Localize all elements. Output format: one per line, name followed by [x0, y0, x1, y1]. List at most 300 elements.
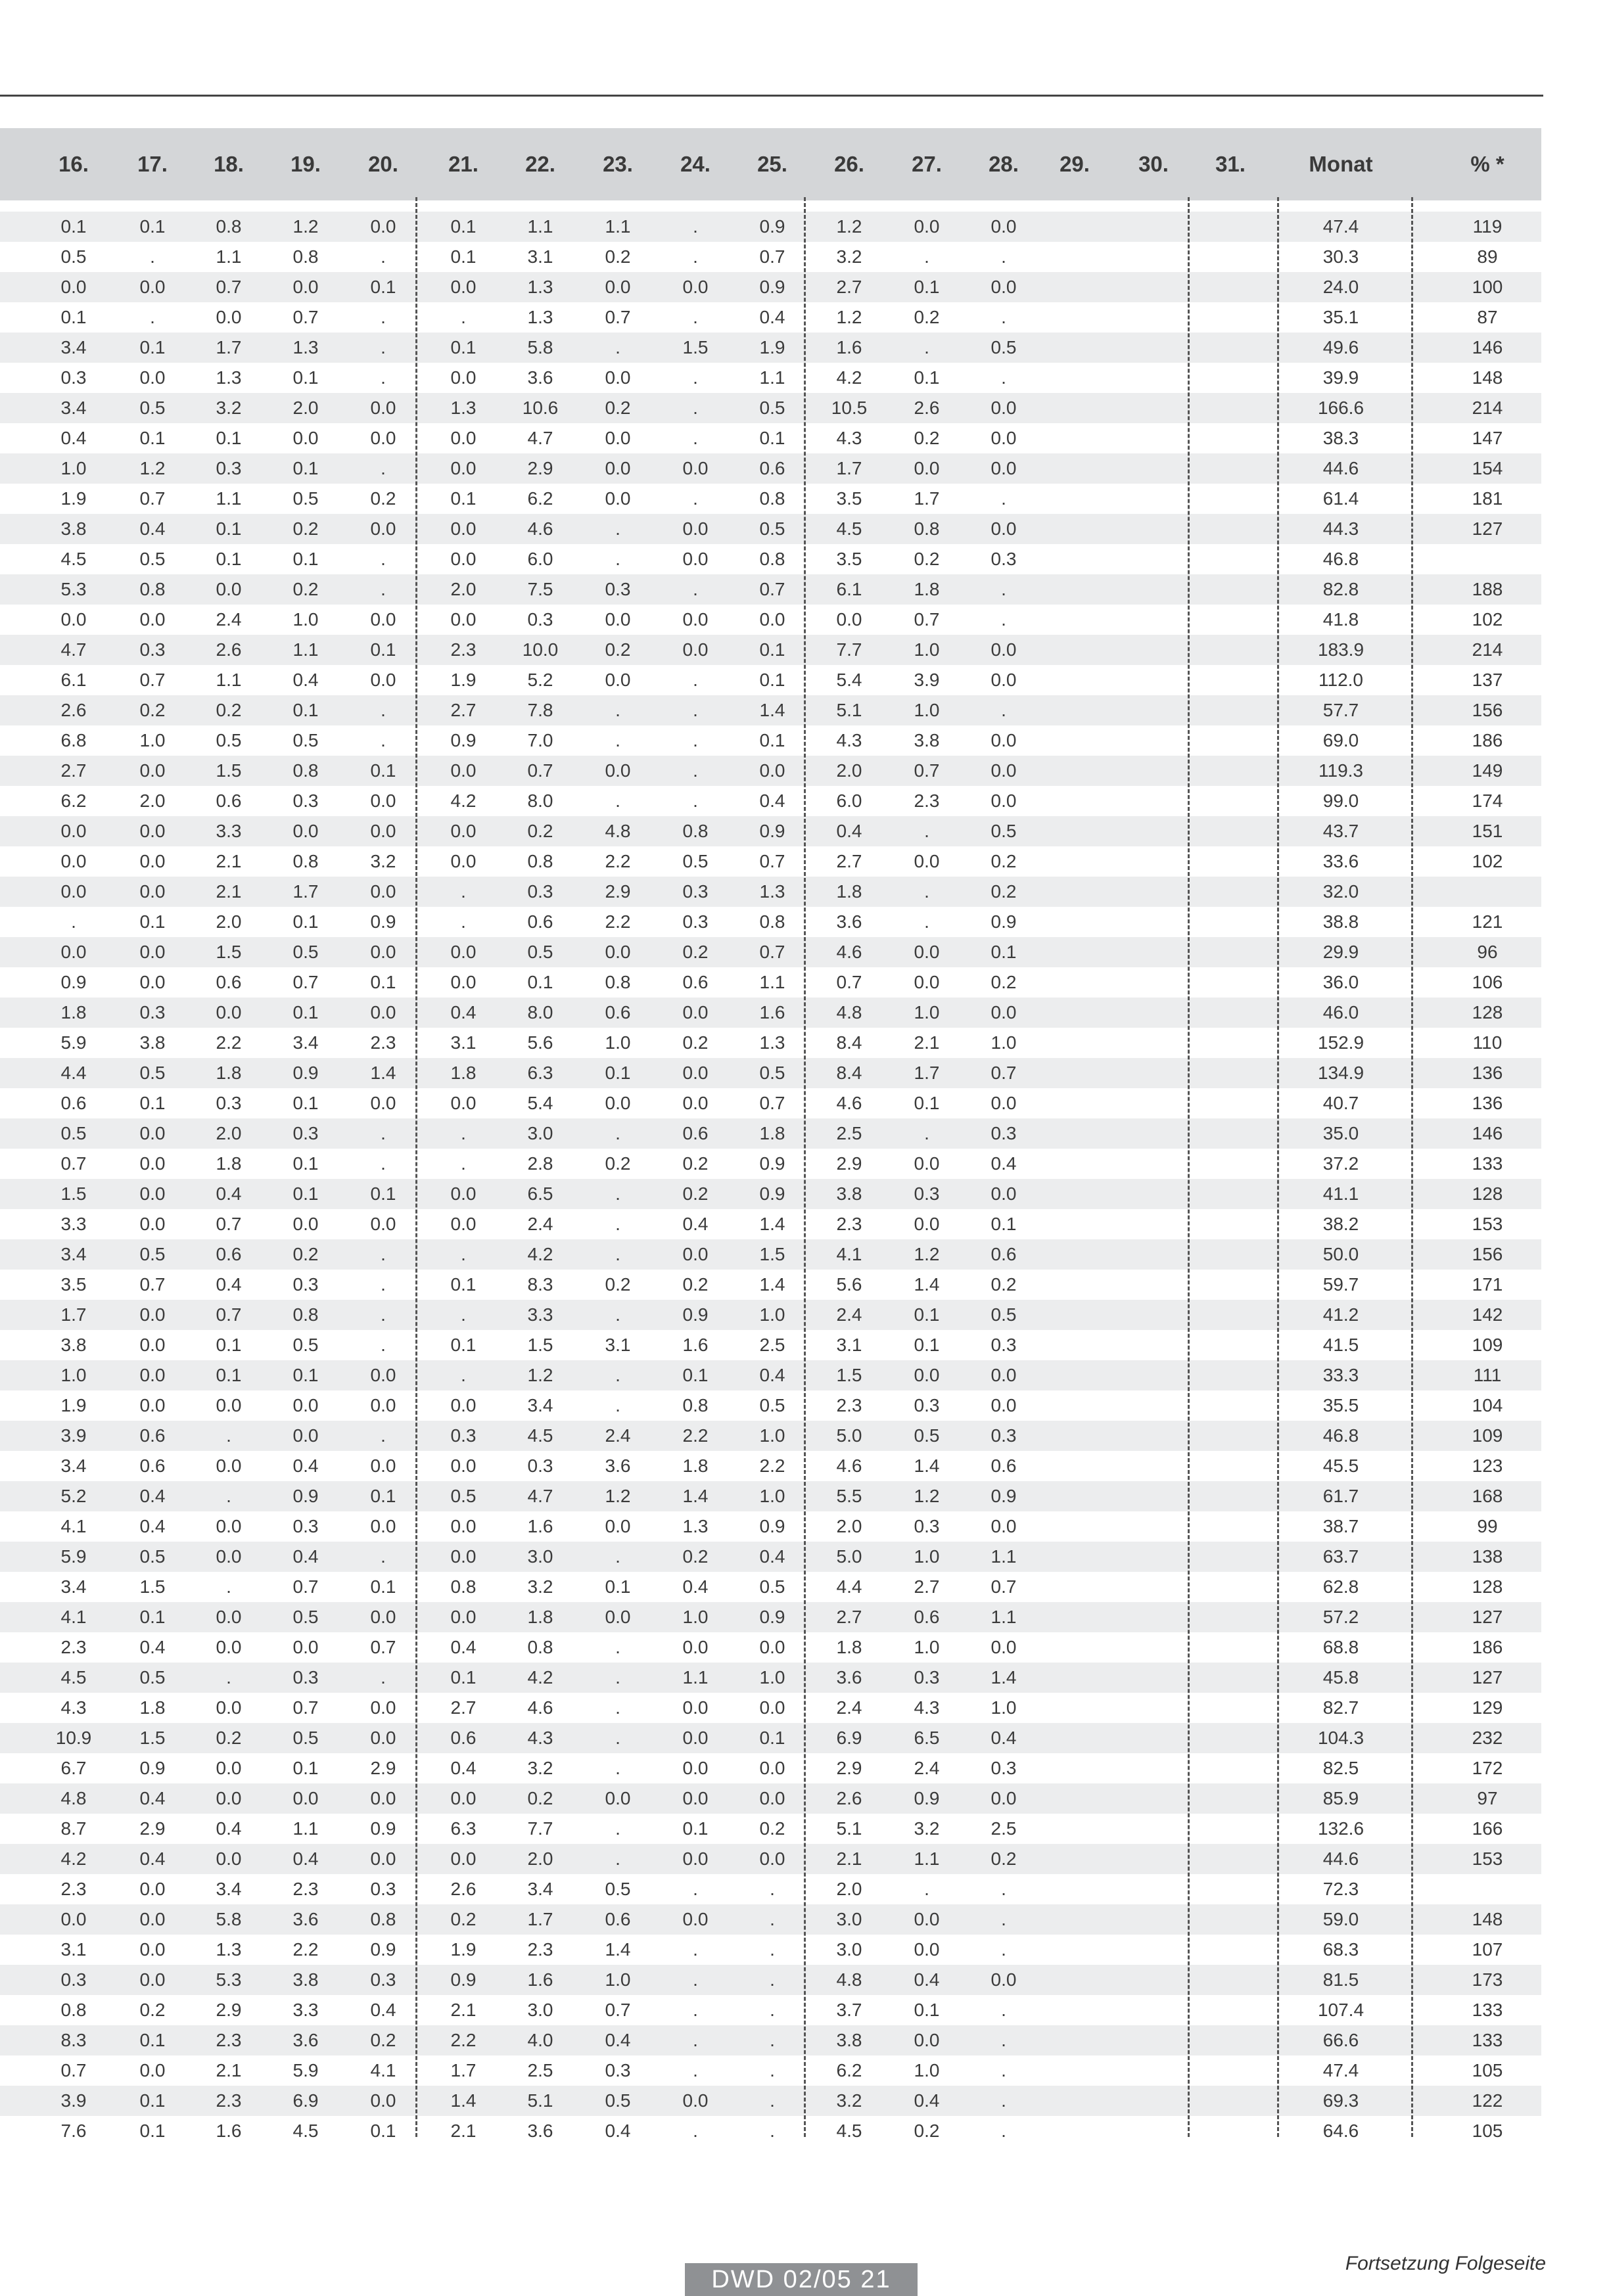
cell-d31 [1194, 2116, 1267, 2146]
cell-d26: 4.6 [836, 1456, 862, 1476]
cell-d21: 1.3 [450, 398, 477, 418]
cell-d29 [1038, 1995, 1111, 2025]
cell-monat: 30.3 [1322, 246, 1359, 267]
cell-d29 [1038, 1360, 1111, 1390]
cell-d26: 4.4 [836, 1576, 862, 1597]
cell-d16: 8.7 [60, 1818, 87, 1839]
table-row [0, 635, 1541, 665]
cell-percent: 153 [1472, 1848, 1503, 1869]
cell-d29 [1038, 756, 1111, 786]
cell-d22: 3.0 [527, 1123, 553, 1143]
cell-d21: 0.1 [450, 1667, 477, 1688]
table-row [0, 1058, 1541, 1088]
cell-percent: 214 [1472, 639, 1503, 660]
cell-d18: 2.3 [216, 2030, 242, 2050]
cell-d31 [1194, 333, 1267, 363]
cell-monat: 82.5 [1322, 1758, 1359, 1778]
cell-d31 [1194, 453, 1267, 484]
cell-d30 [1117, 1481, 1190, 1511]
table-row [0, 1149, 1541, 1179]
table-row [0, 1270, 1541, 1300]
cell-d30 [1117, 1814, 1190, 1844]
cell-d22: 6.0 [527, 549, 553, 569]
cell-d24: 0.0 [682, 458, 709, 478]
cell-d18: 0.7 [216, 277, 242, 297]
cell-d28: 0.0 [991, 1516, 1017, 1536]
cell-d26: 5.1 [836, 1818, 862, 1839]
cell-d20: 0.2 [370, 2030, 396, 2050]
cell-d17: 0.5 [139, 1244, 166, 1264]
cell-d27: 0.3 [914, 1183, 940, 1204]
cell-percent: 105 [1472, 2121, 1503, 2141]
cell-d26: 3.8 [836, 2030, 862, 2050]
cell-d27: 0.1 [914, 367, 940, 388]
cell-d23: . [615, 1697, 620, 1718]
cell-d22: 3.6 [527, 2121, 553, 2141]
cell-d23: 3.1 [605, 1335, 631, 1355]
cell-d31 [1194, 907, 1267, 937]
cell-d25: 0.6 [759, 458, 785, 478]
cell-d27: 1.0 [914, 1002, 940, 1022]
table-body [0, 212, 1541, 2146]
cell-d19: 1.2 [292, 216, 319, 237]
cell-d16: 1.8 [60, 1002, 87, 1022]
cell-d22: 0.1 [527, 972, 553, 992]
cell-d26: 3.5 [836, 488, 862, 509]
cell-d21: . [461, 307, 466, 327]
cell-d25: 0.9 [759, 1516, 785, 1536]
cell-d27: 6.5 [914, 1728, 940, 1748]
cell-d30 [1117, 967, 1190, 998]
cell-d24: 1.5 [682, 337, 709, 357]
cell-d17: 0.0 [139, 1123, 166, 1143]
cell-d18: 5.8 [216, 1909, 242, 1929]
cell-percent: 105 [1472, 2060, 1503, 2080]
cell-d28: . [1001, 2090, 1006, 2111]
cell-d31 [1194, 665, 1267, 695]
cell-d26: 4.6 [836, 942, 862, 962]
cell-d17: 0.0 [139, 760, 166, 781]
cell-d31 [1194, 574, 1267, 605]
cell-d18: 0.0 [216, 307, 242, 327]
cell-d25: 0.1 [759, 428, 785, 448]
cell-d31 [1194, 1935, 1267, 1965]
cell-d26: 6.0 [836, 791, 862, 811]
cell-d18: 0.2 [216, 700, 242, 720]
cell-d27: 1.2 [914, 1486, 940, 1506]
table-row [0, 1209, 1541, 1239]
cell-d26: 2.5 [836, 1123, 862, 1143]
cell-d17: 0.0 [139, 1365, 166, 1385]
cell-d24: 1.6 [682, 1335, 709, 1355]
cell-d27: . [924, 911, 929, 932]
cell-d17: 0.4 [139, 1848, 166, 1869]
cell-d26: 6.9 [836, 1728, 862, 1748]
cell-d18: 2.1 [216, 851, 242, 871]
cell-d24: 1.4 [682, 1486, 709, 1506]
cell-d24: . [693, 2030, 698, 2050]
cell-d29 [1038, 937, 1111, 967]
cell-d24: 1.1 [682, 1667, 709, 1688]
cell-d16: 4.8 [60, 1788, 87, 1808]
cell-d20: 0.0 [370, 1093, 396, 1113]
cell-d28: 1.4 [991, 1667, 1017, 1688]
cell-d19: 0.0 [292, 1395, 319, 1415]
cell-d19: 0.4 [292, 670, 319, 690]
table-row [0, 2116, 1541, 2146]
cell-percent: 123 [1472, 1456, 1503, 1476]
cell-d16: 0.0 [60, 942, 87, 962]
table-header [0, 128, 1541, 200]
cell-d29 [1038, 1935, 1111, 1965]
cell-d23: . [615, 1214, 620, 1234]
cell-d25: 0.9 [759, 216, 785, 237]
cell-d19: 2.2 [292, 1939, 319, 1960]
cell-d25: 0.7 [759, 1093, 785, 1113]
cell-percent: 173 [1472, 1969, 1503, 1990]
table-row [0, 1723, 1541, 1753]
cell-d22: 0.7 [527, 760, 553, 781]
cell-d29 [1038, 1058, 1111, 1088]
cell-monat: 72.3 [1322, 1879, 1359, 1899]
cell-d30 [1117, 212, 1190, 242]
cell-d27: 1.0 [914, 639, 940, 660]
cell-d31 [1194, 877, 1267, 907]
cell-d23: 0.0 [605, 1607, 631, 1627]
cell-d28: 0.0 [991, 1637, 1017, 1657]
cell-d18: 0.7 [216, 1214, 242, 1234]
cell-d17: 0.5 [139, 1667, 166, 1688]
cell-d31 [1194, 1239, 1267, 1270]
cell-d19: 0.2 [292, 518, 319, 539]
cell-d28: . [1001, 307, 1006, 327]
cell-d29 [1038, 2116, 1111, 2146]
cell-d26: 4.5 [836, 2121, 862, 2141]
table-row [0, 574, 1541, 605]
cell-d24: 0.8 [682, 1395, 709, 1415]
cell-d22: 0.3 [527, 881, 553, 902]
cell-d25: 0.0 [759, 1788, 785, 1808]
cell-d26: 10.5 [831, 398, 868, 418]
cell-d30 [1117, 786, 1190, 816]
cell-d16: 0.0 [60, 851, 87, 871]
cell-d17: 0.0 [139, 2060, 166, 2080]
column-header-d27: 27. [912, 152, 942, 176]
cell-d28: 0.2 [991, 1274, 1017, 1295]
cell-d16: 0.0 [60, 821, 87, 841]
cell-d29 [1038, 1118, 1111, 1149]
cell-d29 [1038, 1511, 1111, 1542]
cell-d17: 0.6 [139, 1456, 166, 1476]
cell-d23: . [615, 518, 620, 539]
cell-d22: 0.8 [527, 851, 553, 871]
table-row [0, 1904, 1541, 1935]
cell-d26: 2.7 [836, 851, 862, 871]
cell-monat: 57.2 [1322, 1607, 1359, 1627]
cell-d18: . [226, 1667, 231, 1688]
cell-d21: 0.0 [450, 851, 477, 871]
cell-d24: 0.2 [682, 1032, 709, 1053]
cell-d22: 10.6 [522, 398, 559, 418]
cell-percent: 142 [1472, 1304, 1503, 1325]
cell-d28: 0.3 [991, 549, 1017, 569]
cell-d27: 0.1 [914, 1335, 940, 1355]
cell-d26: 3.7 [836, 2000, 862, 2020]
cell-d24: 0.4 [682, 1214, 709, 1234]
cell-d18: . [226, 1486, 231, 1506]
cell-d23: 1.2 [605, 1486, 631, 1506]
cell-d26: 4.1 [836, 1244, 862, 1264]
cell-d16: 0.1 [60, 216, 87, 237]
cell-d26: 4.3 [836, 730, 862, 750]
cell-d24: . [693, 307, 698, 327]
cell-d24: 0.0 [682, 1093, 709, 1113]
cell-monat: 33.3 [1322, 1365, 1359, 1385]
cell-d20: 0.9 [370, 911, 396, 932]
cell-d20: 0.1 [370, 760, 396, 781]
cell-d23: 0.0 [605, 609, 631, 630]
cell-d16: 0.5 [60, 246, 87, 267]
cell-d31 [1194, 1390, 1267, 1421]
table-row [0, 1451, 1541, 1481]
cell-d20: 0.0 [370, 398, 396, 418]
cell-d28: . [1001, 1879, 1006, 1899]
cell-d16: . [71, 911, 76, 932]
cell-d25: 0.8 [759, 911, 785, 932]
cell-d18: . [226, 1576, 231, 1597]
cell-d19: 0.1 [292, 1093, 319, 1113]
cell-d25: . [770, 2030, 775, 2050]
cell-d21: 0.0 [450, 609, 477, 630]
cell-percent: 137 [1472, 670, 1503, 690]
cell-d26: 3.1 [836, 1335, 862, 1355]
cell-d31 [1194, 2025, 1267, 2055]
cell-d27: 0.0 [914, 1214, 940, 1234]
cell-d30 [1117, 363, 1190, 393]
cell-d31 [1194, 786, 1267, 816]
cell-d28: 0.0 [991, 428, 1017, 448]
cell-d19: 1.1 [292, 639, 319, 660]
table-row [0, 2086, 1541, 2116]
cell-percent: 171 [1472, 1274, 1503, 1295]
cell-d16: 1.5 [60, 1183, 87, 1204]
cell-d29 [1038, 1783, 1111, 1814]
cell-d25: 0.5 [759, 1063, 785, 1083]
cell-percent: 87 [1477, 307, 1498, 327]
cell-d18: 0.2 [216, 1728, 242, 1748]
cell-d16: 3.8 [60, 1335, 87, 1355]
cell-d28: . [1001, 2030, 1006, 2050]
cell-d22: 0.8 [527, 1637, 553, 1657]
cell-d17: 0.0 [139, 1153, 166, 1174]
cell-d20: . [381, 458, 386, 478]
cell-d30 [1117, 1149, 1190, 1179]
cell-d22: 1.6 [527, 1516, 553, 1536]
cell-d18: 1.8 [216, 1063, 242, 1083]
table-row [0, 1421, 1541, 1451]
cell-d30 [1117, 544, 1190, 574]
column-header-d29: 29. [1060, 152, 1090, 176]
cell-d24: 0.0 [682, 639, 709, 660]
cell-d25: 0.0 [759, 760, 785, 781]
cell-d21: 0.0 [450, 458, 477, 478]
column-header-d30: 30. [1138, 152, 1169, 176]
cell-d26: 3.0 [836, 1909, 862, 1929]
cell-d29 [1038, 1451, 1111, 1481]
cell-monat: 46.0 [1322, 1002, 1359, 1022]
cell-d19: 1.0 [292, 609, 319, 630]
cell-d18: 0.0 [216, 1758, 242, 1778]
cell-d16: 10.9 [55, 1728, 92, 1748]
cell-d21: 4.2 [450, 791, 477, 811]
cell-d30 [1117, 1058, 1190, 1088]
table-row [0, 1481, 1541, 1511]
cell-d29 [1038, 363, 1111, 393]
cell-d16: 0.3 [60, 1969, 87, 1990]
cell-d16: 6.8 [60, 730, 87, 750]
cell-d18: 2.0 [216, 911, 242, 932]
cell-d28: . [1001, 579, 1006, 599]
cell-d23: 0.6 [605, 1002, 631, 1022]
cell-d28: 0.0 [991, 216, 1017, 237]
table-row [0, 1995, 1541, 2025]
cell-d21: 0.5 [450, 1486, 477, 1506]
cell-d20: 2.3 [370, 1032, 396, 1053]
cell-d28: . [1001, 2060, 1006, 2080]
cell-d27: 0.0 [914, 942, 940, 962]
cell-d18: . [226, 1425, 231, 1446]
cell-d18: 0.1 [216, 428, 242, 448]
table-row [0, 544, 1541, 574]
cell-d30 [1117, 695, 1190, 725]
cell-d22: 2.5 [527, 2060, 553, 2080]
cell-d21: 0.4 [450, 1002, 477, 1022]
table-row [0, 484, 1541, 514]
cell-d17: 0.8 [139, 579, 166, 599]
cell-d18: 0.0 [216, 1002, 242, 1022]
cell-d31 [1194, 514, 1267, 544]
cell-d26: 4.8 [836, 1969, 862, 1990]
cell-d19: 0.7 [292, 1576, 319, 1597]
cell-d31 [1194, 695, 1267, 725]
cell-d24: 0.0 [682, 518, 709, 539]
table-row [0, 1965, 1541, 1995]
cell-d25: 1.6 [759, 1002, 785, 1022]
cell-d31 [1194, 1209, 1267, 1239]
cell-d26: 2.4 [836, 1304, 862, 1325]
cell-d20: 0.3 [370, 1879, 396, 1899]
cell-d18: 2.1 [216, 2060, 242, 2080]
cell-d16: 2.7 [60, 760, 87, 781]
cell-d22: 2.0 [527, 1848, 553, 1869]
cell-d28: 0.4 [991, 1153, 1017, 1174]
table-row [0, 846, 1541, 877]
cell-d19: 0.0 [292, 821, 319, 841]
cell-d22: 4.6 [527, 1697, 553, 1718]
cell-d25: 2.5 [759, 1335, 785, 1355]
cell-d28: 0.3 [991, 1425, 1017, 1446]
cell-d29 [1038, 907, 1111, 937]
cell-d16: 0.9 [60, 972, 87, 992]
cell-d27: 0.3 [914, 1667, 940, 1688]
cell-monat: 43.7 [1322, 821, 1359, 841]
cell-d28: 0.2 [991, 851, 1017, 871]
cell-d28: 0.2 [991, 1848, 1017, 1869]
cell-d20: 0.0 [370, 428, 396, 448]
cell-d24: 2.2 [682, 1425, 709, 1446]
cell-percent: 133 [1472, 2030, 1503, 2050]
cell-d20: 0.0 [370, 609, 396, 630]
cell-d21: 0.0 [450, 760, 477, 781]
cell-d25: . [770, 2090, 775, 2111]
cell-d23: 0.2 [605, 398, 631, 418]
cell-monat: 59.7 [1322, 1274, 1359, 1295]
cell-d26: 1.2 [836, 216, 862, 237]
cell-d23: 0.2 [605, 639, 631, 660]
cell-d20: 0.0 [370, 1728, 396, 1748]
cell-d27: . [924, 337, 929, 357]
cell-d26: 5.0 [836, 1425, 862, 1446]
cell-d23: . [615, 1848, 620, 1869]
cell-d21: 0.3 [450, 1425, 477, 1446]
cell-d18: 1.7 [216, 337, 242, 357]
cell-d19: 0.4 [292, 1456, 319, 1476]
cell-d20: 0.3 [370, 1969, 396, 1990]
cell-d28: 0.9 [991, 1486, 1017, 1506]
cell-d19: 0.1 [292, 1153, 319, 1174]
cell-d26: 1.2 [836, 307, 862, 327]
cell-d18: 0.0 [216, 1637, 242, 1657]
cell-d19: 0.0 [292, 1214, 319, 1234]
cell-d26: 2.0 [836, 760, 862, 781]
cell-d31 [1194, 2055, 1267, 2086]
cell-d16: 5.9 [60, 1546, 87, 1567]
cell-d23: 0.0 [605, 1093, 631, 1113]
cell-d25: 0.0 [759, 1637, 785, 1657]
cell-d31 [1194, 363, 1267, 393]
cell-d17: 0.1 [139, 2090, 166, 2111]
cell-d23: 0.3 [605, 579, 631, 599]
cell-d29 [1038, 1481, 1111, 1511]
cell-d26: 2.1 [836, 1848, 862, 1869]
cell-percent: 147 [1472, 428, 1503, 448]
cell-d16: 2.3 [60, 1879, 87, 1899]
cell-d21: 0.1 [450, 246, 477, 267]
cell-monat: 33.6 [1322, 851, 1359, 871]
cell-d27: 1.8 [914, 579, 940, 599]
cell-d29 [1038, 786, 1111, 816]
cell-d20: 0.1 [370, 1183, 396, 1204]
cell-d19: 0.1 [292, 1183, 319, 1204]
cell-percent: 129 [1472, 1697, 1503, 1718]
cell-d24: 0.0 [682, 1848, 709, 1869]
cell-d16: 3.5 [60, 1274, 87, 1295]
cell-d18: 0.4 [216, 1183, 242, 1204]
table-row [0, 816, 1541, 846]
cell-percent: 96 [1477, 942, 1498, 962]
cell-d23: 0.6 [605, 1909, 631, 1929]
cell-d21: 0.0 [450, 1214, 477, 1234]
cell-d21: 0.1 [450, 337, 477, 357]
cell-monat: 50.0 [1322, 1244, 1359, 1264]
cell-monat: 82.8 [1322, 579, 1359, 599]
cell-d31 [1194, 1753, 1267, 1783]
cell-d16: 3.4 [60, 1576, 87, 1597]
cell-d22: 6.3 [527, 1063, 553, 1083]
cell-d27: 2.6 [914, 398, 940, 418]
cell-d18: 1.3 [216, 367, 242, 388]
cell-d31 [1194, 725, 1267, 756]
